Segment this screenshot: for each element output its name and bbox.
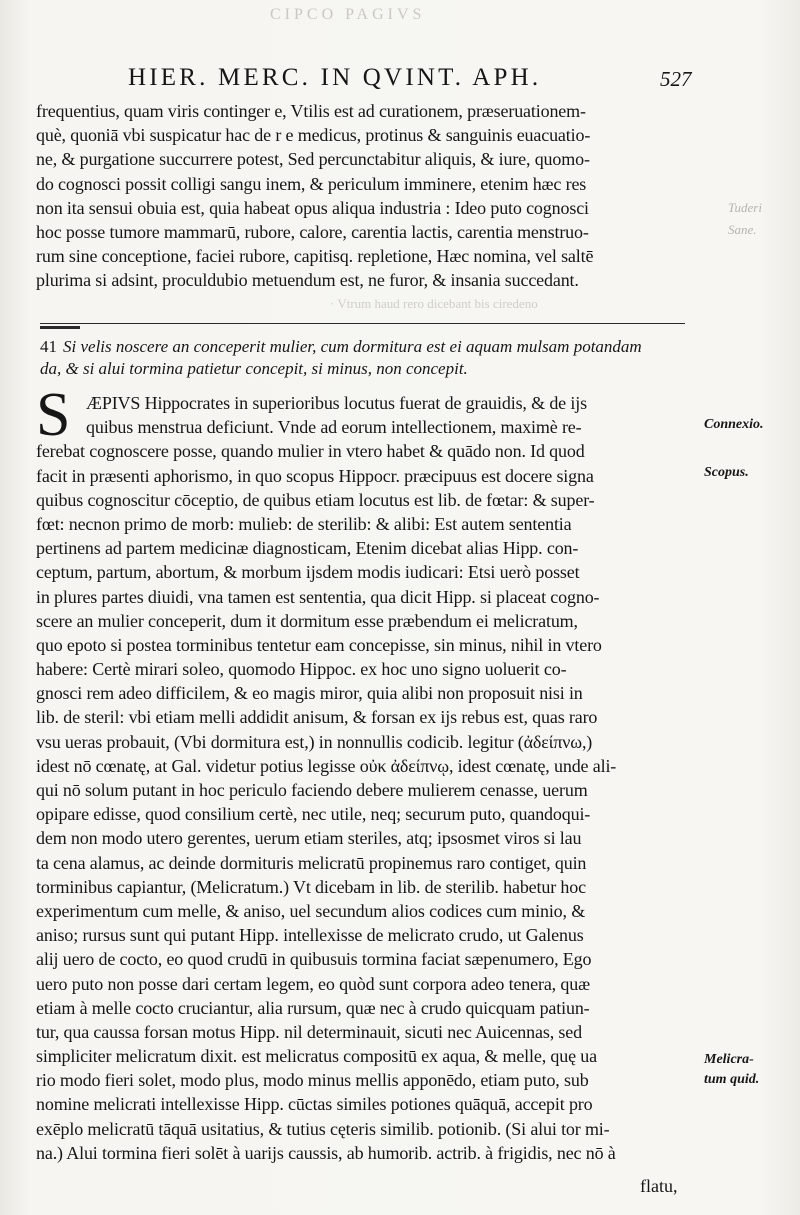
- section-rule-mark: [40, 326, 80, 329]
- text-line: opipare edisse, quod consilium certè, nec utile, neq; securum puto, quandoqui-: [36, 804, 591, 825]
- margin-note-connexio: Connexio.: [704, 417, 764, 432]
- section-rule: [40, 323, 685, 324]
- aphorism-number: 41: [40, 337, 57, 356]
- aphorism-line: da, & si alui tormina patietur concepit, si minus, non concepit.: [40, 359, 468, 378]
- text-line: facit in præsenti aphorismo, in quo scopus Hippocr. præcipuus est docere signa: [36, 465, 594, 486]
- text-line: nomine melicrati intellexisse Hipp. cūctas similes potiones quāquā, accepit pro: [36, 1094, 593, 1115]
- text-line: do cognosci possit colligi sangu inem, & periculum imminere, etenim hæc res: [36, 173, 587, 194]
- text-line: quibus menstrua deficiunt. Vnde ad eorum intellectionem, maximè re-: [86, 417, 582, 438]
- drop-capital: S: [36, 381, 71, 449]
- show-through-text: · Vtrum haud rero dicebant bis ciredeno: [330, 296, 538, 311]
- text-line: ferebat cognoscere posse, quando mulier in vtero habet & quādo non. Id quod: [36, 441, 585, 462]
- text-line: vsu ueras probauit, (Vbi dormitura est,) in nonnullis codicib. legitur (ἀδείπνω,): [36, 731, 593, 752]
- text-line: scere an mulier conceperit, dum it dormitum esse præbendum ei melicratum,: [36, 610, 578, 631]
- bleed-through-text: CIPCO PAGIVS: [270, 6, 426, 23]
- text-line: na.) Alui tormina fieri solēt à uarijs caussis, ab humorib. actrib. à frigidis, nec nō à: [36, 1142, 616, 1163]
- commentary: [36, 391, 696, 1165]
- text-line: frequentius, quam viris continger e, Vtilis est ad curationem, præseruationem-: [36, 101, 586, 121]
- top-paragraph: [36, 99, 696, 293]
- ghost-margin-note: Sane.: [728, 222, 757, 237]
- text-line: dem non modo utero gerentes, uerum etiam steriles, atq; ipsosmet viros si lau: [36, 828, 582, 849]
- text-line: quibus cognoscitur cōceptio, de quibus etiam locutus est lib. de fœtar: & super-: [36, 489, 595, 510]
- text-line: tur, qua caussa forsan motus Hipp. nil determinauit, sicuti nec Auicennas, sed: [36, 1021, 582, 1042]
- text-line: non ita sensui obuia est, quia habeat opus aliqua industria : Ideo puto cognosci: [36, 197, 589, 218]
- text-line: in plures partes diuidi, vna tamen est sententia, qua dicit Hipp. si placeat cogno-: [36, 586, 600, 607]
- text-line: etiam à melle cocto cruciantur, alia rursum, quæ nec à crudo quicquam patiun-: [36, 997, 590, 1018]
- text-line: plurima si adsint, proculdubio metuendum est, ne furor, & insania succedant.: [36, 270, 579, 291]
- text-line: rum sine conceptione, faciei rubore, capitisq. repletione, Hæc nomina, vel saltē: [36, 246, 594, 267]
- text-line: idest nō cœnatę, at Gal. videtur potius legisse οὐκ ἀδείπνῳ, idest cœnatę, unde ali-: [36, 755, 617, 776]
- text-line: ne, & purgatione succurrere potest, Sed percunctabitur aliquis, & iure, quomo-: [36, 149, 590, 170]
- running-head: HIER. MERC. IN QVINT. APH.: [128, 64, 542, 91]
- text-line: ta cena alamus, ac deinde dormituris melicratū propinemus raro contiget, quin: [36, 852, 587, 873]
- text-line: ÆPIVS Hippocrates in superioribus locutus fuerat de grauidis, & de ijs: [86, 393, 587, 413]
- text-line: torminibus capiantur, (Melicratum.) Vt dicebam in lib. de sterilib. habetur hoc: [36, 876, 586, 897]
- text-line: rio modo fieri solet, modo plus, modo minus mellis apponēdo, etiam puto, sub: [36, 1070, 589, 1091]
- text-line: exēplo melicratū tāquā usitatius, & tutius cęteris similib. potionib. (Si alui tor mi-: [36, 1118, 610, 1139]
- aphorism-line: [40, 336, 700, 358]
- text-line: què, quoniā vbi suspicatur hac de r e medicus, protinus & sanguinis euacuatio-: [36, 125, 591, 146]
- text-line: qui nō solum putant in hoc periculo faciendo debere mulierem cenasse, uerum: [36, 780, 588, 800]
- margin-note-melicratum: Melicra-: [704, 1052, 754, 1067]
- text-line: lib. de steril: vbi etiam melli addidit anisum, & forsan ex ijs rebus est, quas raro: [36, 707, 598, 728]
- text-line: experimentum cum melle, & aniso, uel secundum alios codices cum minio, &: [36, 900, 586, 921]
- text-line: quo epoto si postea torminibus tentetur eam concepisse, sin minus, nihil in vtero: [36, 634, 602, 655]
- margin-note-melicratum: tum quid.: [704, 1072, 760, 1087]
- text-line: ceptum, partum, abortum, & morbum ijsdem modis iudicari: Etsi uerò posset: [36, 562, 580, 583]
- text-line: aniso; rursus sunt qui putant Hipp. intellexisse de melicrato crudo, ut Galenus: [36, 925, 584, 946]
- margin-note-scopus: Scopus.: [704, 465, 749, 480]
- text-line: habere: Certè mirari soleo, quomodo Hippoc. ex hoc uno signo uoluerit co-: [36, 659, 567, 680]
- page-number: 527: [660, 67, 692, 91]
- aphorism-text: Si velis noscere an conceperit mulier, cum dormitura est ei aquam mulsam potandam: [63, 337, 642, 356]
- text-line: fœt: necnon primo de morb: mulieb: de sterilib: & alibi: Est autem sententia: [36, 513, 572, 534]
- ghost-margin-note: Tuderi: [728, 200, 762, 215]
- text-line: alij uero de cocto, eo quod crudū in quibusuis tormina faciat sæpenumero, Ego: [36, 949, 592, 970]
- text-line: pertinens ad partem medicinæ diagnosticam, Etenim dicebat alias Hipp. con-: [36, 538, 579, 559]
- aphorism: [40, 336, 700, 380]
- text-line: hoc posse tumore mammarū, rubore, calore, carentia lactis, carentia menstruo-: [36, 221, 589, 242]
- text-line: uero puto non posse dari certam legem, eo quòd sunt corpora adeo tenera, quæ: [36, 973, 590, 994]
- text-line: simpliciter melicratum dixit. est melicratus compositū ex aqua, & melle, quę ua: [36, 1046, 597, 1067]
- text-line: gnosci rem adeo difficilem, & eo magis miror, quia alibi non proposuit nisi in: [36, 683, 583, 704]
- catchword: flatu,: [640, 1176, 678, 1196]
